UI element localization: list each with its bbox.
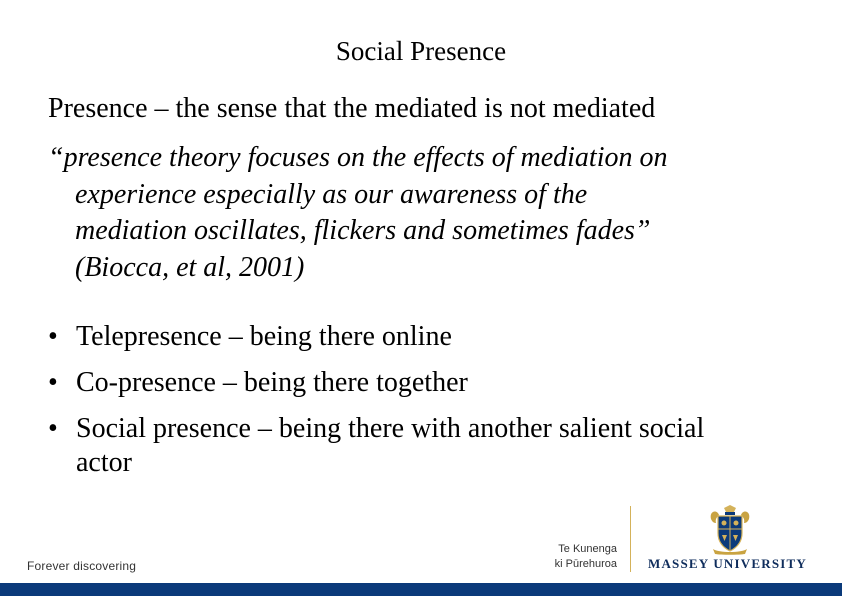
quote-line: “presence theory focuses on the effects of mediation on — [48, 142, 668, 173]
bullet-co-presence — [48, 366, 818, 400]
biocca-quote — [48, 140, 808, 286]
bullet-telepresence — [48, 320, 818, 354]
bullet-social-presence — [48, 412, 818, 480]
bullet-icon: • — [48, 413, 58, 444]
presence-definition: Presence – the sense that the mediated is not mediated — [48, 93, 656, 124]
footer-brand-bar — [0, 583, 842, 596]
bullet-text: Telepresence – being there online — [76, 321, 452, 352]
massey-crest-icon — [707, 505, 753, 555]
footer-tagline: Forever discovering — [27, 559, 137, 573]
footer-maori-name — [553, 542, 617, 572]
quote-line: mediation oscillates, flickers and sometimes fades” — [75, 215, 651, 246]
university-name: MASSEY UNIVERSITY — [648, 556, 807, 571]
bullet-text-continued: actor — [76, 447, 132, 478]
maori-name-line: ki Pūrehuroa — [554, 558, 617, 570]
bullet-icon: • — [48, 321, 58, 352]
bullet-list — [48, 320, 818, 492]
bullet-text: Co-presence – being there together — [76, 367, 468, 398]
quote-line: experience especially as our awareness of the — [75, 178, 588, 210]
bullet-text: Social presence – being there with another salient social — [76, 413, 705, 444]
quote-citation: (Biocca, et al, 2001) — [75, 251, 305, 283]
slide-title: Social Presence — [335, 36, 507, 66]
bullet-icon: • — [48, 367, 58, 398]
maori-name-line: Te Kunenga — [558, 543, 617, 555]
footer-divider — [630, 506, 631, 572]
